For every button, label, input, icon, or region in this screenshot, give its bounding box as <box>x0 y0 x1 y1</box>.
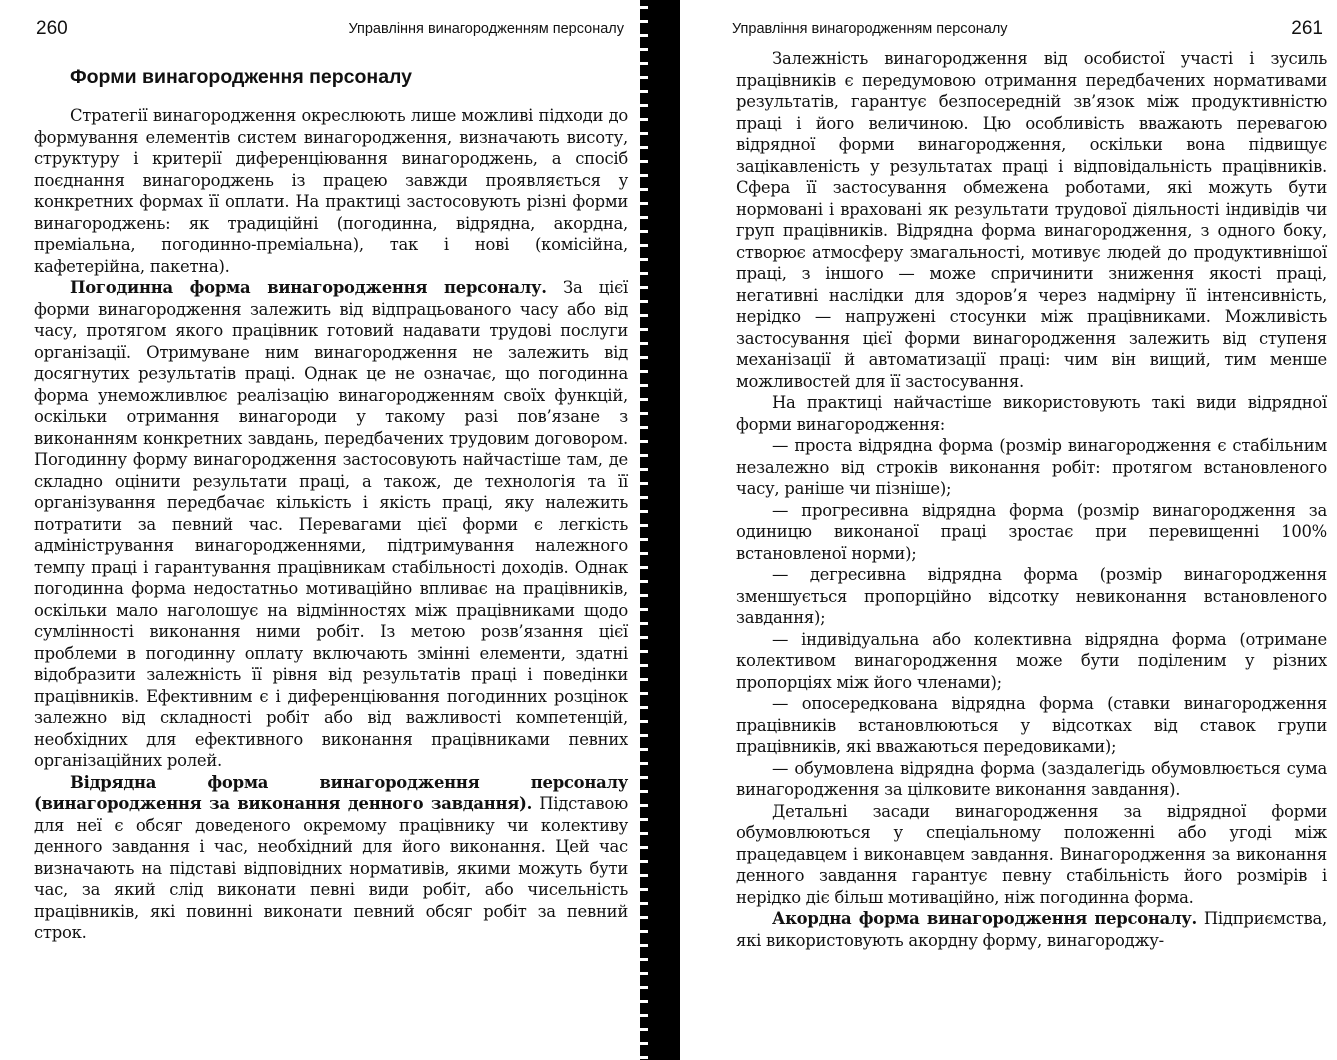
left-page-text <box>34 105 628 944</box>
paragraph-text: — індивідуальна або колективна відрядна форма (отримане колективом винагородження може бути поділеним у різних пропорціях між його членами); <box>736 629 1327 692</box>
left-page <box>0 0 650 1060</box>
running-header: Управління винагородженням персоналу <box>732 21 1008 37</box>
paragraph <box>736 629 1327 694</box>
paragraph-text: — проста відрядна форма (розмір винагородження є стабільним незалежно від строків виконання робіт: протягом встановленого часу, раніше чи пізніше); <box>736 436 1327 498</box>
paragraph <box>736 500 1327 565</box>
paragraph-lead: Відрядна форма винагородження персоналу (винагородження за виконання денного завдання). <box>34 772 628 813</box>
paragraph <box>34 277 628 772</box>
paragraph <box>736 392 1327 435</box>
paragraph-text: — опосередкована відрядна форма (ставки винагородження працівників встановлюються у відсотках від ставок групи працівників, які вважаються передовиками); <box>736 694 1327 756</box>
paragraph-text: Підставою для неї є обсяг доведеного окремому працівнику чи колективу денного завдання і час, необхідний для його виконання. Цей час визначають на підставі відповідних нормативів, якими можуть бути час, за який слід виконати певні види робіт, або чисельність працівників, які повинні виконати певний обсяг робіт за певний строк. <box>34 794 628 942</box>
paragraph-text: Залежність винагородження від особистої участі і зусиль працівників є передумовою отримання передбачених нормативами результатів, гарантує безпосередній зв’язок між продуктивністю праці і його величиною. Цю особливість вважають перевагою відрядної форми винагородження, оскільки вона підвищує зацікавленість у результатах праці і відповідальність працівників. Сфера її застосування обмежена роботами, які можуть бути нормовані і враховані як результати трудової діяльності індивідів чи груп працівників. Відрядна форма винагородження, з одного боку, створює атмосферу змагальності, мотивує людей до продуктивнішої праці, з іншого — може спричинити зниження якості праці, негативні наслідки для здоров’я через надмірну її інтенсивність, нерідко — напружені стосунки між працівниками. Можливість застосування цієї форми винагородження залежить від ступеня механізації й автоматизації праці: чим він вищий, тим менше можливостей для її застосування. <box>736 49 1327 391</box>
paragraph <box>34 105 628 277</box>
paragraph-text: За цієї форми винагородження залежить від відпрацьованого часу або від часу, протягом якого працівник готовий надавати трудові послуги організації. Отримуване ним винагородження не залежить від досягнутих результатів праці. Однак це не означає, що погодинна форма унеможливлює реалізацію винагородженням своїх функцій, оскільки отримання винагороди у такому разі пов’язане з виконанням конкретних завдань, передбачених трудовим договором. Погодинну форму винагородження застосовують найчастіше там, де складно оцінити результати праці, а також, де технологія та її організування передбачає кількість і якість праці, яку належить потратити за певний час. Перевагами цієї форми є легкість адміністрування винагородженнями, підтримування належного темпу праці і гарантування працівникам стабільності доходів. Однак погодинна форма недостатньо мотиваційно впливає на працівників, оскільки мало наголошує на відмінностях між працівниками щодо сумлінності виконання ними робіт. Із метою розв’язання цієї проблеми в погодинну оплату включають змінні елементи, здатні відобразити залежність її рівня від результатів праці і поведінки працівників. Ефективним є і диференціювання погодинних розцінок залежно від складності робіт або від важливості компетенцій, необхідних для ефективного виконання працівниками певних організаційних ролей. <box>34 278 629 770</box>
paragraph <box>736 801 1327 909</box>
paragraph <box>736 435 1327 500</box>
paragraph <box>736 48 1327 392</box>
book-spine <box>648 0 680 1060</box>
right-page <box>678 0 1337 1060</box>
paragraph <box>736 908 1327 951</box>
right-page-text <box>736 48 1327 951</box>
paragraph <box>736 564 1327 629</box>
page-number: 260 <box>36 18 68 39</box>
section-heading: Форми винагородження персоналу <box>70 66 413 88</box>
page-number: 261 <box>1291 18 1323 39</box>
paragraph-text: Детальні засади винагородження за відрядної форми обумовлюються у спеціальному положенні або угоді між працедавцем і виконавцем завдання. Винагородження за виконання денного завдання гарантує певну стабільність його розмірів і нерідко діє більш мотиваційно, ніж погодинна форма. <box>736 801 1327 907</box>
paragraph-text: — дегресивна відрядна форма (розмір винагородження зменшується пропорційно відсотку невиконання встановленого завдання); <box>736 565 1327 627</box>
paragraph-text: — обумовлена відрядна форма (заздалегідь обумовлюється сума винагородження за цілковите виконання завдання). <box>736 758 1327 799</box>
paragraph <box>34 772 628 944</box>
paragraph-text: На практиці найчастіше використовують такі види відрядної форми винагородження: <box>736 393 1327 434</box>
paragraph-text: Підприємства, які використовують акордну форму, винагороджу- <box>736 909 1327 950</box>
paragraph-lead: Погодинна форма винагородження персоналу. <box>70 278 547 297</box>
paragraph <box>736 693 1327 758</box>
paragraph-text: — прогресивна відрядна форма (розмір винагородження за одиницю виконаної праці зростає при перевищенні 100% встановленої норми); <box>736 500 1327 563</box>
right-page-header <box>732 14 1327 48</box>
paragraph <box>736 758 1327 801</box>
left-page-header <box>34 14 628 48</box>
paragraph-lead: Акордна форма винагородження персоналу. <box>772 909 1197 928</box>
paragraph-text: Стратегії винагородження окреслюють лише можливі підходи до формування елементів систем винагородження, визначають висоту, структуру і критерії диференціювання винагороджень, а спосіб поєднання винагороджень із працею завжди проявляється у конкретних формах її оплати. На практиці застосовують різні форми винагороджень: як традиційні (погодинна, відрядна, акордна, преміальна, погодинно-преміальна), так і нові (комісійна, кафетерійна, пакетна). <box>34 106 628 276</box>
running-header: Управління винагородженням персоналу <box>348 21 624 37</box>
